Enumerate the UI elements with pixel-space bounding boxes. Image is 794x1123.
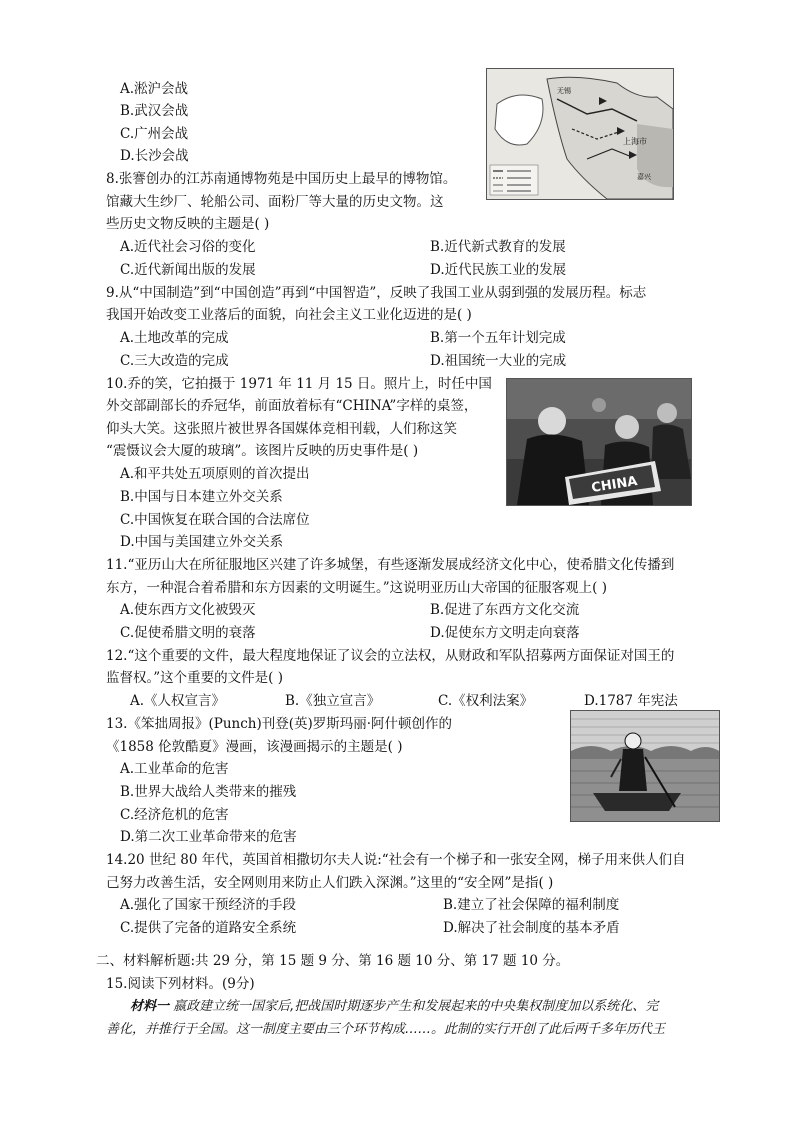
q10-stem-line-4: “震慑议会大厦的玻璃”。该图片反映的历史事件是( ) [106, 443, 419, 459]
q13-option-d: D.第二次工业革命带来的危害 [120, 829, 297, 845]
material-1-label: 材料一 [130, 999, 170, 1014]
q10-option-a: A.和平共处五项原则的首次提出 [120, 466, 310, 482]
q10-option-b: B.中国与日本建立外交关系 [120, 489, 283, 505]
q12-option-b: B.《独立宣言》 [285, 693, 381, 709]
q8-option-d: D.近代民族工业的发展 [430, 262, 567, 278]
q13-option-c: C.经济危机的危害 [120, 807, 229, 823]
q9-option-a: A.土地改革的完成 [120, 330, 229, 346]
map-label-shanghai: 上海市 [623, 137, 647, 146]
q9-stem-line-1: 9.从“中国制造”到“中国创造”再到“中国智造”，反映了我国工业从弱到强的发展历程。标志 [106, 285, 647, 301]
q10-option-c: C.中国恢复在联合国的合法席位 [120, 512, 310, 528]
q12-stem-line-1: 12.“这个重要的文件，最大程度地保证了议会的立法权，从财政和军队招募两方面保证对国王的 [106, 648, 675, 664]
q7-option-d: D.长沙会战 [120, 148, 189, 164]
q7-option-b: B.武汉会战 [120, 103, 189, 119]
q15-material-line-2: 善化，并推行于全国。这一制度主要由三个环节构成……。此制的实行开创了此后两千多年历代王 [106, 1022, 666, 1037]
q14-stem-line-1: 14.20 世纪 80 年代，英国首相撒切尔夫人说:“社会有一个梯子和一张安全网，梯子用来供人们自 [106, 852, 686, 868]
map-label-jiaxing: 嘉兴 [637, 173, 651, 181]
q7-option-c: C.广州会战 [120, 126, 189, 142]
q10-stem-line-3: 仰头大笑。这张照片被世界各国媒体竞相刊载，人们称这笑 [106, 421, 457, 437]
q14-option-c: C.提供了完备的道路安全系统 [120, 920, 297, 936]
q8-stem-line-3: 些历史文物反映的主题是( ) [106, 216, 270, 232]
q12-stem-line-2: 监督权。”这个重要的文件是( ) [106, 670, 283, 686]
q11-option-c: C.促使希腊文明的衰落 [120, 625, 256, 641]
q8-stem-line-1: 8.张謇创办的江苏南通博物苑是中国历史上最早的博物馆。 [106, 171, 457, 187]
q7-option-a: A.淞沪会战 [120, 81, 189, 97]
q13-option-b: B.世界大战给人类带来的摧残 [120, 784, 297, 800]
q15-title: 15.阅读下列材料。(9分) [106, 976, 255, 992]
q13-option-a: A.工业革命的危害 [120, 761, 229, 777]
china-sign-text: CHINA [590, 473, 639, 497]
q14-option-a: A.强化了国家干预经济的手段 [120, 897, 297, 913]
q9-stem-line-2: 我国开始改变工业落后的面貌，向社会主义工业化迈进的是( ) [106, 307, 472, 323]
q12-option-a: A.《人权宣言》 [130, 693, 226, 709]
q10-stem-line-1: 10.乔的笑，它拍摄于 1971 年 11 月 15 日。照片上，时任中国 [106, 376, 492, 392]
q8-option-b: B.近代新式教育的发展 [430, 239, 566, 255]
map-label-wuxi: 无锡 [557, 87, 571, 95]
q8-option-c: C.近代新闻出版的发展 [120, 262, 256, 278]
q9-option-c: C.三大改造的完成 [120, 353, 229, 369]
q13-stem-line-1: 13.《笨拙周报》(Punch)刊登(英)罗斯玛丽·阿什顿创作的 [106, 716, 453, 732]
q14-option-b: B.建立了社会保障的福利制度 [443, 897, 620, 913]
london-summer-cartoon [570, 710, 720, 822]
q8-option-a: A.近代社会习俗的变化 [120, 239, 256, 255]
q11-option-a: A.使东西方文化被毁灭 [120, 602, 256, 618]
q14-stem-line-2: 己努力改善生活，安全网则用来防止人们跌入深渊。”这里的“安全网”是指( ) [106, 875, 554, 891]
q14-option-d: D.解决了社会制度的基本矛盾 [443, 920, 620, 936]
q11-option-b: B.促进了东西方文化交流 [430, 602, 580, 618]
q9-option-d: D.祖国统一大业的完成 [430, 353, 567, 369]
q9-option-b: B.第一个五年计划完成 [430, 330, 566, 346]
q15-material-line-1 [130, 997, 658, 1017]
qiao-guanhua-photo [506, 378, 692, 506]
material-1-text: 嬴政建立统一国家后,把战国时期逐步产生和发展起来的中央集权制度加以系统化、完 [169, 999, 659, 1014]
q13-stem-line-2: 《1858 伦敦酷夏》漫画，该漫画揭示的主题是( ) [106, 739, 403, 755]
battle-map-image [486, 68, 674, 200]
section-2-heading: 二、材料解析题:共 29 分，第 15 题 9 分、第 16 题 10 分、第 17 题 10 分。 [96, 953, 570, 969]
q11-option-d: D.促使东方文明走向衰落 [430, 625, 580, 641]
q12-option-d: D.1787 年宪法 [584, 693, 678, 709]
q8-stem-line-2: 馆藏大生纱厂、轮船公司、面粉厂等大量的历史文物。这 [106, 194, 444, 210]
q10-stem-line-2: 外交部副部长的乔冠华，前面放着标有“CHINA”字样的桌签， [106, 398, 478, 414]
q11-stem-line-2: 东方，一种混合着希腊和东方因素的文明诞生。”这说明亚历山大帝国的征服客观上( ) [106, 580, 607, 596]
q12-option-c: C.《权利法案》 [438, 693, 534, 709]
q10-option-d: D.中国与美国建立外交关系 [120, 534, 284, 550]
q11-stem-line-1: 11.“亚历山大在所征服地区兴建了许多城堡，有些逐渐发展成经济文化中心，使希腊文化传播到 [106, 557, 675, 573]
